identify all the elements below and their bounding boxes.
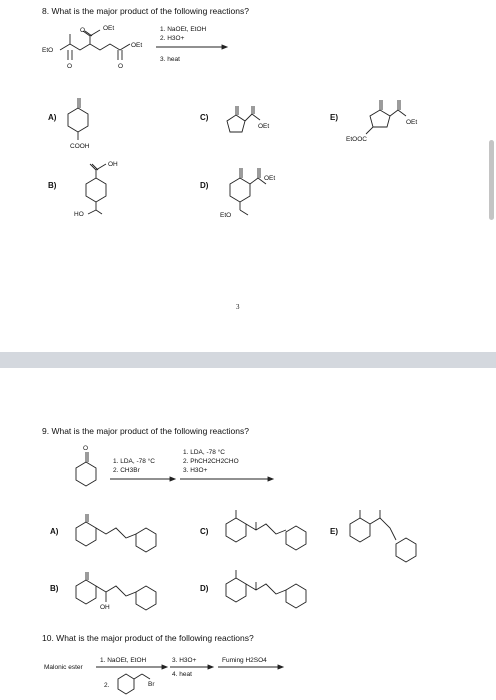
question-9-text: 9. What is the major product of the following reactions?	[42, 426, 249, 436]
q10-step2-1: 3. H3O+	[172, 657, 197, 664]
svg-text:O: O	[118, 63, 124, 70]
q9-step2-3: 3. H3O+	[183, 467, 208, 474]
q10-reactant: Malonic ester	[44, 664, 83, 671]
q8-option-e-label: E)	[330, 113, 338, 122]
q9-step1-2: 2. CH3Br	[113, 467, 140, 474]
e-oet-label: OEt	[406, 119, 418, 126]
svg-text:O: O	[67, 63, 73, 70]
q10-arrows-and-structure	[0, 368, 496, 700]
q8-option-b-label: B)	[48, 181, 57, 190]
q8-condition-3: 3. heat	[160, 56, 180, 63]
q10-step2-2: 4. heat	[172, 671, 192, 678]
e-etooc-label: EtOOC	[346, 136, 367, 143]
svg-text:O: O	[83, 445, 89, 452]
q8-option-d-label: D)	[200, 181, 209, 190]
q9-step2-1: 1. LDA, -78 °C	[183, 449, 225, 456]
oet-right-label: OEt	[131, 42, 143, 49]
d-oet-label: OEt	[264, 175, 276, 182]
q8-condition-2: 2. H3O+	[160, 35, 185, 42]
q8-option-c-label: C)	[200, 113, 209, 122]
question-10-text: 10. What is the major product of the following reactions?	[42, 633, 254, 643]
q9-option-e-label: E)	[330, 527, 338, 536]
q9-option-c-label: C)	[200, 527, 209, 536]
q9-option-a-label: A)	[50, 527, 59, 536]
br-label: Br	[148, 681, 155, 688]
svg-text:O: O	[80, 27, 86, 34]
q9-step1-1: 1. LDA, -78 °C	[113, 458, 155, 465]
document-page-2	[0, 368, 496, 700]
page-separator	[0, 352, 496, 368]
scrollbar-thumb[interactable]	[489, 140, 494, 220]
q9-option-d-label: D)	[200, 584, 209, 593]
q8-option-a-label: A)	[48, 113, 57, 122]
oet-top-label: OEt	[103, 25, 115, 32]
q8-condition-1: 1. NaOEt, EtOH	[160, 26, 207, 33]
cooh-label: COOH	[70, 143, 90, 150]
eto-label: EtO	[42, 47, 54, 54]
q9-b-oh-label: OH	[100, 604, 110, 611]
d-eto-label: EtO	[220, 212, 232, 219]
page-number: 3	[236, 303, 240, 311]
q9-option-b-label: B)	[50, 584, 59, 593]
q10-step1-1: 1. NaOEt, EtOH	[100, 657, 147, 664]
b-oh-label: OH	[108, 161, 118, 168]
b-ho-label: HO	[74, 211, 84, 218]
q10-step1-2: 2.	[104, 682, 110, 689]
q10-step3: Fuming H2SO4	[222, 657, 267, 664]
question-8-text: 8. What is the major product of the following reactions?	[42, 6, 249, 16]
c-oet-label: OEt	[258, 123, 270, 130]
q9-step2-2: 2. PhCH2CH2CHO	[183, 458, 239, 465]
